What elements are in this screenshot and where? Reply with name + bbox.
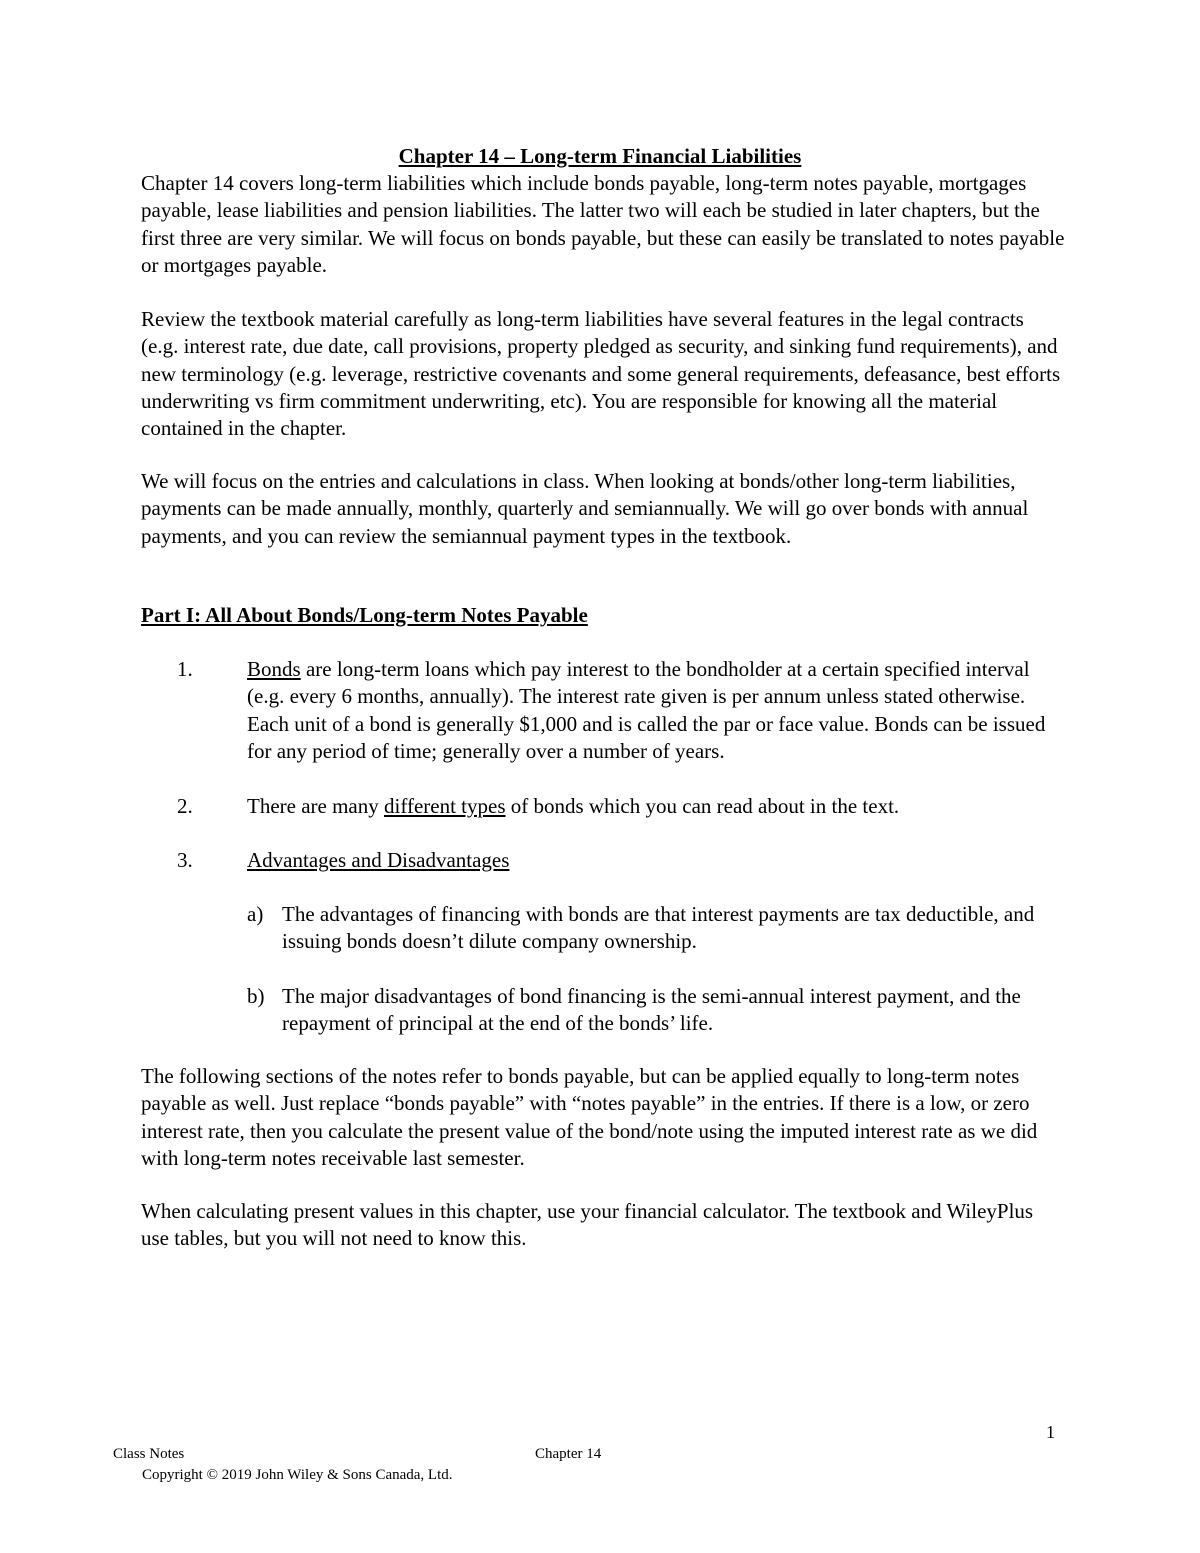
item-term: Advantages and Disadvantages <box>247 848 510 872</box>
following-paragraph: The following sections of the notes refer to bonds payable, but can be applied equally to long-term notes payable as well. Just replace “bonds payable” with “notes payable” in the entries. If there is a low, or zero interest rate, then you calculate the present value of the bond/note using the imputed interest rate as we did with long-term notes receivable last semester. <box>141 1064 1038 1170</box>
calculator-paragraph: When calculating present values in this chapter, use your financial calculator. The textbook and WileyPlus use tables, but you will not need to know this. <box>141 1199 1034 1251</box>
item-text: are long-term loans which pay interest to the bondholder at a certain specified interval (e.g. every 6 months, annually). The interest rate given is per annum unless stated otherwise. Each unit of a bond is generally $1,000 and is called the par or face value. Bonds can be issued for any period of time; generally over a number of years. <box>247 657 1046 763</box>
focus-paragraph: We will focus on the entries and calculations in class. When looking at bonds/other long-term liabilities, payments can be made annually, monthly, quarterly and semiannually. We will go over bonds with annual payments, and you can review the semiannual payment types in the textbook. <box>141 469 1029 548</box>
footer-chapter: Chapter 14 <box>535 1446 602 1462</box>
item-term: Bonds <box>247 657 301 681</box>
item-term: different types <box>384 794 506 818</box>
sub-item-letter: b) <box>247 984 265 1008</box>
item-body <box>247 847 1067 874</box>
chapter-title: Chapter 14 – Long-term Financial Liabilities <box>398 144 802 168</box>
item-body <box>247 793 1067 820</box>
sub-item-letter: a) <box>247 902 264 926</box>
sub-item-text: The major disadvantages of bond financing is the semi-annual interest payment, and the repayment of principal at the end of the bonds’ life. <box>282 984 1021 1036</box>
item-number: 2. <box>177 794 193 818</box>
part-heading: Part I: All About Bonds/Long-term Notes Payable <box>141 603 588 627</box>
item-text-after: of bonds which you can read about in the text. <box>505 794 900 818</box>
footer-class-notes: Class Notes <box>113 1446 185 1462</box>
item-body <box>247 656 1067 765</box>
item-text-before: There are many <box>247 794 385 818</box>
review-paragraph: Review the textbook material carefully as long-term liabilities have several features in the legal contracts (e.g. interest rate, due date, call provisions, property pledged as security, and sinking fund requirements), and new terminology (e.g. leverage, restrictive covenants and some general requirements, defeasance, best efforts underwriting vs firm commitment underwriting, etc). You are responsible for knowing all the material contained in the chapter. <box>141 307 1061 441</box>
footer-copyright: Copyright © 2019 John Wiley & Sons Canada, Ltd. <box>142 1467 453 1483</box>
item-number: 1. <box>177 657 193 681</box>
page-number: 1 <box>1046 1422 1055 1442</box>
intro-paragraph: Chapter 14 covers long-term liabilities which include bonds payable, long-term notes payable, mortgages payable, lease liabilities and pension liabilities. The latter two will each be studied in later chapters, but the first three are very similar. We will focus on bonds payable, but these can easily be translated to notes payable or mortgages payable. <box>141 171 1065 277</box>
item-number: 3. <box>177 848 193 872</box>
sub-item-text: The advantages of financing with bonds are that interest payments are tax deductible, and issuing bonds doesn’t dilute company ownership. <box>282 902 1035 954</box>
